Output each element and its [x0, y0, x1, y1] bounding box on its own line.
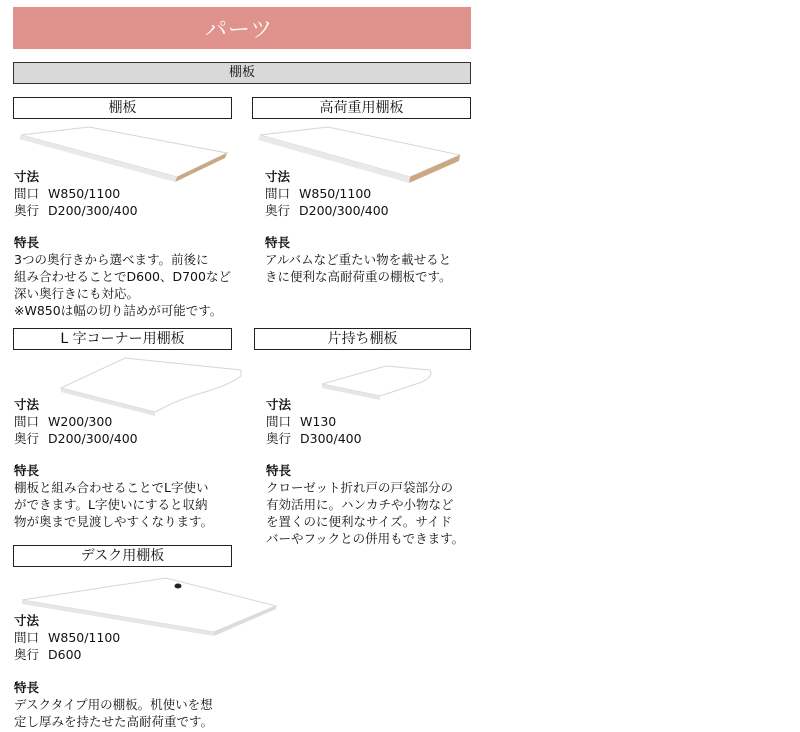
- feature-line: 深い奥行きにも対応。: [14, 286, 140, 301]
- dimensions-heading: 寸法: [265, 169, 291, 184]
- feature-line: ※W850は幅の切り詰めが可能です。: [14, 303, 223, 318]
- depth-value: D200/300/400: [48, 431, 138, 446]
- feature-line: 物が奥まで見渡しやすくなります。: [14, 514, 214, 529]
- dimensions-heading: 寸法: [14, 169, 40, 184]
- product-title-heavy-shelf: 高荷重用棚板: [252, 97, 471, 119]
- depth-value: D200/300/400: [299, 203, 389, 218]
- width-label: 間口: [265, 186, 291, 201]
- spec-cantilever-shelf: [266, 396, 362, 447]
- feature-line: 有効活用に。ハンカチや小物など: [266, 497, 454, 512]
- feature-line: 組み合わせることでD600、D700など: [14, 269, 231, 284]
- product-title-shelf: 棚板: [13, 97, 232, 119]
- dimensions-heading: 寸法: [14, 397, 40, 412]
- features-shelf: [14, 234, 239, 319]
- depth-label: 奥行: [14, 203, 40, 218]
- features-heading: 特長: [14, 463, 40, 478]
- product-title-cantilever-shelf: 片持ち棚板: [254, 328, 471, 350]
- depth-label: 奥行: [265, 203, 291, 218]
- width-label: 間口: [266, 414, 292, 429]
- feature-line: アルバムなど重たい物を載せると: [265, 252, 452, 267]
- feature-line: 定し厚みを持たせた高耐荷重です。: [14, 714, 214, 729]
- width-label: 間口: [14, 186, 40, 201]
- depth-label: 奥行: [14, 431, 40, 446]
- spec-heavy-shelf: [265, 168, 389, 219]
- feature-line: デスクタイプ用の棚板。机使いを想: [14, 697, 213, 712]
- width-value: W850/1100: [48, 630, 121, 645]
- depth-label: 奥行: [14, 647, 40, 662]
- feature-line: を置くのに便利なサイズ。サイド: [266, 514, 453, 529]
- feature-line: バーやフックとの併用もできます。: [266, 531, 465, 546]
- width-value: W200/300: [48, 414, 113, 429]
- features-heading: 特長: [265, 235, 291, 250]
- parts-header: パーツ: [13, 7, 471, 49]
- width-label: 間口: [14, 630, 40, 645]
- width-value: W850/1100: [48, 186, 121, 201]
- spec-corner-shelf: [14, 396, 138, 447]
- feature-line: ができます。L字使いにすると収納: [14, 497, 208, 512]
- features-heading: 特長: [266, 463, 292, 478]
- spec-desk-shelf: [14, 612, 120, 663]
- dimensions-heading: 寸法: [266, 397, 292, 412]
- depth-value: D200/300/400: [48, 203, 138, 218]
- features-heavy-shelf: [265, 234, 480, 285]
- width-value: W130: [300, 414, 337, 429]
- features-corner-shelf: [14, 462, 239, 530]
- feature-line: 棚板と組み合わせることでL字使い: [14, 480, 209, 495]
- dimensions-heading: 寸法: [14, 613, 40, 628]
- width-value: W850/1100: [299, 186, 372, 201]
- features-desk-shelf: [14, 679, 249, 730]
- depth-value: D300/400: [300, 431, 362, 446]
- width-label: 間口: [14, 414, 40, 429]
- product-title-corner-shelf: L 字コーナー用棚板: [13, 328, 232, 350]
- depth-label: 奥行: [266, 431, 292, 446]
- shelf-section-title: 棚板: [13, 62, 471, 84]
- product-title-desk-shelf: デスク用棚板: [13, 545, 232, 567]
- features-heading: 特長: [14, 680, 40, 695]
- features-cantilever-shelf: [266, 462, 486, 547]
- feature-line: クローゼット折れ戸の戸袋部分の: [266, 480, 454, 495]
- feature-line: きに便利な高耐荷重の棚板です。: [265, 269, 452, 284]
- feature-line: 3つの奥行きから選べます。前後に: [14, 252, 209, 267]
- depth-value: D600: [48, 647, 82, 662]
- spec-shelf: [14, 168, 138, 219]
- features-heading: 特長: [14, 235, 40, 250]
